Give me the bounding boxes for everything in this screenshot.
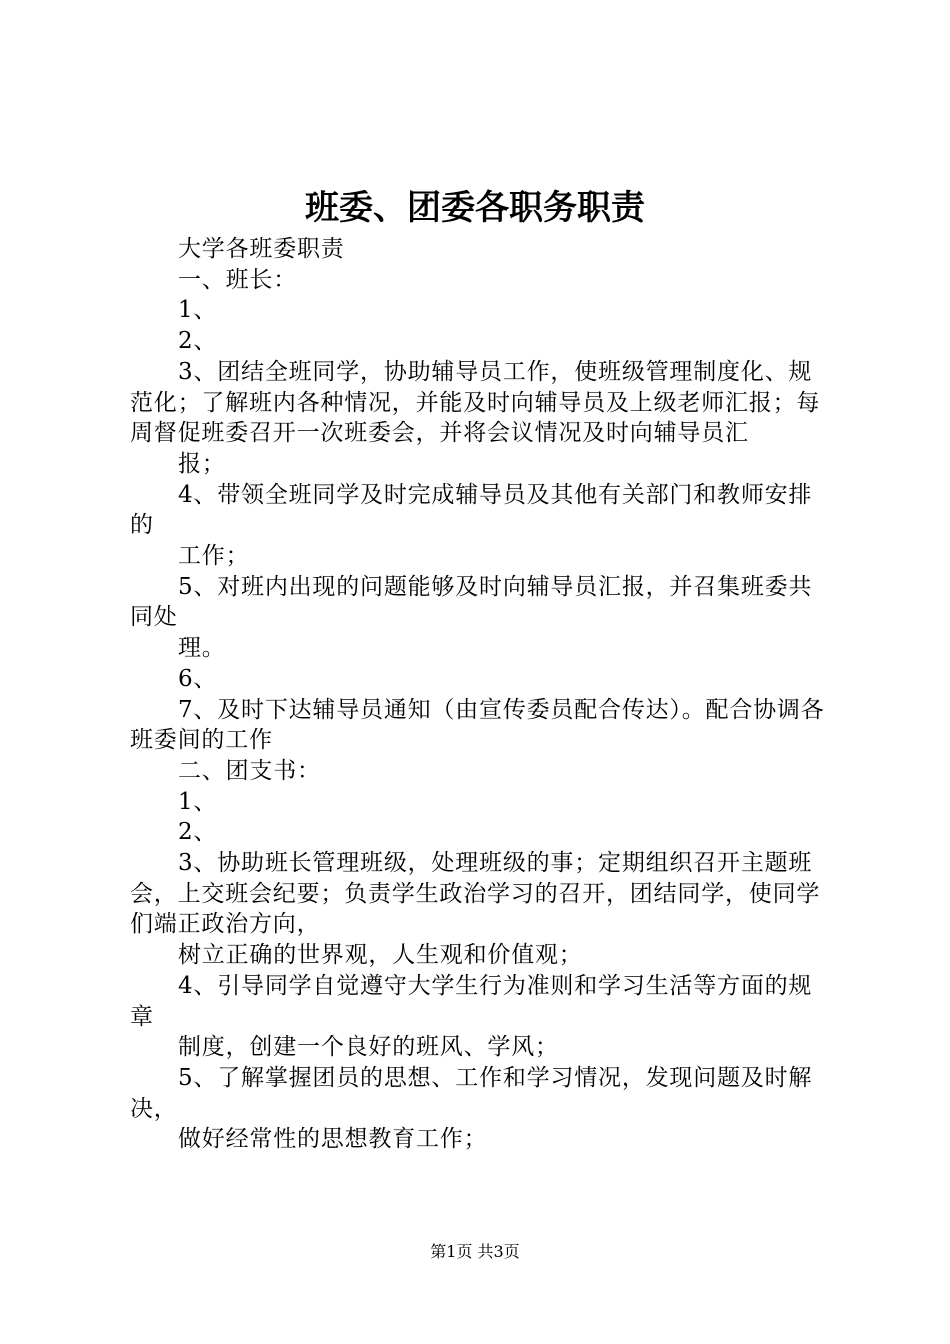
paragraph: 3、协助班长管理班级，处理班级的事；定期组织召开主题班会，上交班会纪要；负责学生政治学习的召开，团结同学，使同学们端正政治方向，	[130, 850, 821, 938]
paragraph-continuation: 做好经常性的思想教育工作；	[178, 1126, 488, 1153]
document-title: 班委、团委各职务职责	[305, 188, 645, 228]
paragraph: 大学各班委职责	[178, 236, 345, 262]
page-footer: 第1页 共3页	[430, 1242, 520, 1261]
paragraph: 3、团结全班同学，协助辅导员工作，使班级管理制度化、规范化；了解班内各种情况，并能及时向辅导员及上级老师汇报；每周督促班委召开一次班委会，并将会议情况及时向辅导员汇	[130, 358, 821, 447]
paragraph-continuation: 工作；	[178, 543, 250, 570]
paragraph-continuation: 树立正确的世界观，人生观和价值观；	[178, 942, 583, 969]
document-body	[130, 234, 833, 1155]
paragraph: 1、	[178, 788, 218, 815]
paragraph: 4、引导同学自觉遵守大学生行为准则和学习生活等方面的规章	[130, 972, 813, 1030]
paragraph: 2、	[178, 328, 218, 355]
paragraph: 4、带领全班同学及时完成辅导员及其他有关部门和教师安排的	[130, 481, 813, 539]
paragraph: 5、对班内出现的问题能够及时向辅导员汇报，并召集班委共同处	[130, 573, 813, 631]
paragraph: 6、	[178, 665, 218, 692]
paragraph: 1、	[178, 297, 218, 324]
paragraph-continuation: 报；	[178, 450, 226, 477]
paragraph: 7、及时下达辅导员通知（由宣传委员配合传达）。配合协调各班委间的工作	[130, 696, 825, 754]
paragraph: 5、了解掌握团员的思想、工作和学习情况，发现问题及时解决，	[130, 1064, 813, 1122]
paragraph-continuation: 理。	[178, 635, 226, 662]
paragraph: 二、团支书：	[178, 757, 321, 784]
paragraph: 2、	[178, 819, 218, 846]
paragraph: 一、班长：	[178, 266, 297, 293]
paragraph-continuation: 制度，创建一个良好的班风、学风；	[178, 1034, 559, 1061]
